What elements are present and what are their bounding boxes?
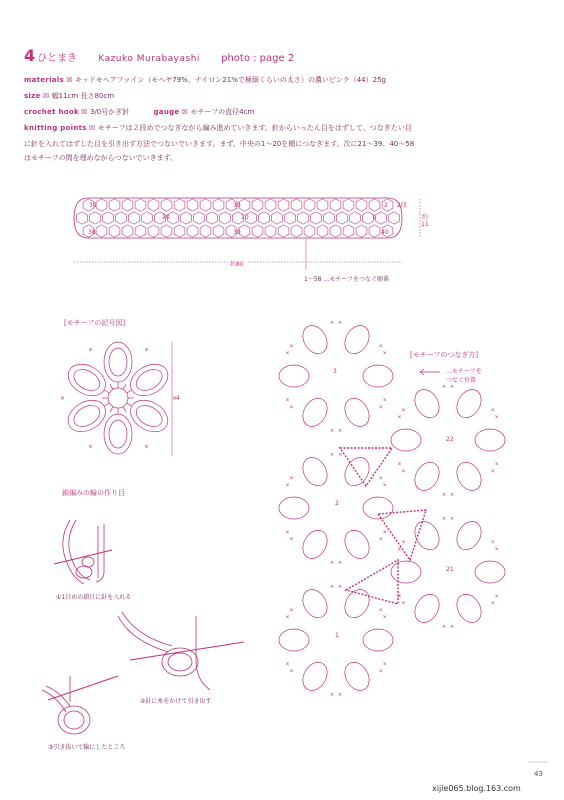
join-chain-mark: × <box>397 461 402 468</box>
hook-gauge-line: crochet hook ☒ 3/0号かぎ針 gauge ☒ モチーフの直径4cm <box>24 108 255 116</box>
pattern-number: 4 <box>24 46 36 65</box>
join-chain-mark: × <box>401 600 406 607</box>
strip-hex-cell <box>356 199 367 211</box>
join-chain-mark: × <box>490 407 495 414</box>
join-petal <box>340 658 374 695</box>
strip-hex-cell <box>343 199 354 211</box>
join-chain-mark: × <box>490 468 495 475</box>
knitting-points-line: knitting points ☒ モチーフは２段めでつなぎながら編み進めていきます。針からいったん目をはずして、つなぎたい目 <box>24 124 412 132</box>
strip-hex-cell <box>369 199 380 211</box>
motif-stitch <box>110 407 113 412</box>
strip-hex-cell <box>200 199 211 211</box>
join-petal <box>298 526 332 563</box>
strip-hex-cell <box>278 199 289 211</box>
join-petal <box>449 384 486 422</box>
strip-hex-cell <box>109 225 120 237</box>
size-line: size ☒ 幅11cm 長さ80cm <box>24 92 115 100</box>
join-chain-mark: × <box>330 691 335 698</box>
motif-petal-inner <box>70 365 103 395</box>
strip-hex-cell <box>135 225 146 237</box>
motif-height-label: 4 <box>176 395 180 402</box>
strip-label-38: 38 <box>88 229 96 236</box>
join-chain-mark: × <box>337 691 343 698</box>
knitting-points-line-3: はモチーフの間を埋めながらつないでいきます。 <box>24 154 178 162</box>
join-chain-mark: × <box>330 427 335 434</box>
join-chain-mark: × <box>285 397 290 404</box>
join-petal <box>475 561 505 583</box>
join-chain-mark: × <box>442 491 447 498</box>
pattern-title: ひとまき <box>37 53 78 64</box>
strip-hex-cell <box>376 212 387 224</box>
strip-hex-cell <box>142 212 153 224</box>
join-chain-mark: × <box>382 350 387 357</box>
join-petal <box>410 458 444 495</box>
join-chain-mark: × <box>494 414 499 421</box>
join-motif-1: 1 <box>335 632 339 639</box>
strip-hex-cell <box>311 212 322 224</box>
strip-hex-cell <box>389 212 400 224</box>
join-motif-2: 2 <box>335 500 339 507</box>
strip-hex-cell <box>304 199 315 211</box>
strip-hex-cell <box>220 212 231 224</box>
join-chain-mark: × <box>449 623 455 630</box>
join-petal <box>391 561 421 583</box>
join-chain-mark: × <box>337 452 343 459</box>
join-chain-mark: × <box>337 320 343 327</box>
strip-hex-cell <box>187 199 198 211</box>
join-chain-mark: × <box>289 536 294 543</box>
join-chain-mark: × <box>401 539 406 546</box>
join-chain-mark: × <box>442 516 447 523</box>
strip-label-30-bottom: 30 <box>233 229 241 236</box>
motif-chain-mark: × <box>88 443 94 451</box>
join-petal <box>279 365 309 387</box>
strip-hex-cell <box>213 199 224 211</box>
join-chain-mark: × <box>378 536 383 543</box>
join-petal <box>340 394 374 431</box>
join-motif-3: 3 <box>333 368 337 375</box>
join-chain-mark: × <box>382 482 387 489</box>
join-triangles <box>337 448 426 607</box>
strip-hex-cell <box>330 199 341 211</box>
join-petal <box>452 458 486 495</box>
join-chain-mark: × <box>442 384 447 391</box>
materials-line: materials ☒ キッドモヘアファイン（モヘヤ79%、ナイロン21%で極細くらいの太さ）の濃いピンク（44）25g <box>24 76 386 84</box>
join-legend-arrow <box>420 369 440 375</box>
strip-hex-cell <box>350 212 361 224</box>
join-chain-mark: × <box>378 668 383 675</box>
motif-stitch <box>104 403 109 406</box>
join-petal <box>279 497 309 519</box>
strip-hex-cell <box>356 225 367 237</box>
join-chain-mark: × <box>494 461 499 468</box>
join-chain-mark: × <box>397 593 402 600</box>
motif-stitch <box>104 390 109 393</box>
strip-hex-cell <box>174 225 185 237</box>
strip-hex-cell <box>278 225 289 237</box>
join-petal <box>363 497 393 519</box>
motif-petal-inner <box>133 365 166 395</box>
join-chain-mark: × <box>382 529 387 536</box>
join-chain-mark: × <box>289 668 294 675</box>
join-chain-mark: × <box>490 600 495 607</box>
join-chain-mark: × <box>337 559 343 566</box>
join-petal <box>410 590 444 627</box>
strip-hex-cell <box>148 225 159 237</box>
motif-chain-mark: × <box>172 395 178 402</box>
join-petal <box>340 526 374 563</box>
join-chain-mark: × <box>337 427 343 434</box>
strip-hex-cell <box>96 199 107 211</box>
strip-hex-cell <box>213 225 224 237</box>
join-chain-mark: × <box>494 593 499 600</box>
photo-ref: photo : page 2 <box>221 53 295 64</box>
join-chain-mark: × <box>378 607 383 614</box>
join-petal <box>449 516 486 554</box>
join-chain-mark: × <box>337 584 343 591</box>
strip-hex-cell <box>187 225 198 237</box>
join-petal <box>363 629 393 651</box>
strip-hex-cell <box>324 212 335 224</box>
join-petal <box>298 394 332 431</box>
join-chain-mark: × <box>401 468 406 475</box>
step-2-caption: ②針に糸をかけて引き出す <box>140 698 212 705</box>
strip-label-2: 2 <box>384 202 388 209</box>
strip-hex-cell <box>116 212 127 224</box>
strip-hex-cell <box>272 212 283 224</box>
join-chain-mark: × <box>378 343 383 350</box>
chain-ring-illustration-3 <box>42 676 118 734</box>
strip-hex-cell <box>207 212 218 224</box>
strip-hex-cell <box>343 225 354 237</box>
join-petal <box>391 429 421 451</box>
join-petal <box>363 365 393 387</box>
strip-hex-cell <box>161 225 172 237</box>
strip-order-note: 1〜58 …モチーフをつなぐ順番 <box>304 276 390 283</box>
strip-hex-cell <box>317 199 328 211</box>
page-number: 43 <box>534 770 543 778</box>
strip-hex-cell <box>252 225 263 237</box>
join-chain-mark: × <box>285 482 290 489</box>
strip-hex-cell <box>291 199 302 211</box>
strip-hex-cell <box>285 212 296 224</box>
motif-center-ring <box>108 388 128 408</box>
join-petal <box>298 658 332 695</box>
strip-hex-cell <box>317 225 328 237</box>
join-legend-2: つなぐ位置 <box>446 377 477 384</box>
join-petal <box>410 384 447 422</box>
strip-hex-cell <box>77 212 88 224</box>
motif-petal-inner <box>109 348 127 376</box>
knitting-points-line-2: に針を入れてはずした目を引き出す方法でつないでいきます。まず、中央の1〜20を順につなぎます。次に21〜39、40〜58 <box>24 140 415 148</box>
strip-hex-cell <box>369 225 380 237</box>
strip-width-label: 約 <box>422 214 429 221</box>
motif-petal-inner <box>70 401 103 431</box>
join-chain-mark: × <box>382 397 387 404</box>
strip-label-40: 40 <box>381 229 389 236</box>
motif-chain-mark: × <box>60 395 66 402</box>
strip-hex-cell <box>109 199 120 211</box>
strip-hex-cell <box>174 199 185 211</box>
strip-hex-cell <box>304 225 315 237</box>
strip-hex-cell <box>129 212 140 224</box>
join-motif-22: 22 <box>446 436 454 443</box>
join-chain-mark: × <box>289 607 294 614</box>
join-chain-mark: × <box>397 546 402 553</box>
strip-label-1: 1 <box>372 214 376 221</box>
join-chain-mark: × <box>285 350 290 357</box>
join-petal <box>475 429 505 451</box>
chain-ring-illustration-1 <box>54 520 112 584</box>
join-petal <box>452 590 486 627</box>
motif-stitch <box>123 384 126 389</box>
motif-chain-mark: × <box>144 346 150 354</box>
join-petal <box>337 452 374 490</box>
join-chain-mark: × <box>378 404 383 411</box>
join-chain-mark: × <box>401 407 406 414</box>
join-motif-21: 21 <box>446 566 454 573</box>
strip-hex-cell <box>194 212 205 224</box>
join-chain-mark: × <box>490 539 495 546</box>
strip-rows-label: 2段 <box>397 202 407 209</box>
motif-stitch <box>123 407 126 412</box>
join-petal <box>337 320 374 358</box>
strip-hex-cell <box>330 225 341 237</box>
strip-length-label: 約80 <box>230 261 244 268</box>
step-1-caption: ①1目めの鎖目に針を入れる <box>56 594 132 601</box>
motif-stitch <box>127 390 132 393</box>
join-chain-mark: × <box>330 320 335 327</box>
strip-hex-cell <box>161 199 172 211</box>
join-chain-mark: × <box>449 491 455 498</box>
join-chain-mark: × <box>382 614 387 621</box>
step-3-caption: ③引き抜いて輪にしたところ <box>48 744 126 751</box>
strip-hex-cell <box>265 199 276 211</box>
strip-hex-cell <box>122 199 133 211</box>
strip-hex-cell <box>90 212 101 224</box>
join-chain-mark: × <box>330 452 335 459</box>
chain-section-title: 鎖編みの輪の作り目 <box>62 489 125 497</box>
motif-chain-mark: × <box>88 346 94 354</box>
motif-chain-mark: × <box>144 443 150 451</box>
strip-hex-cell <box>122 225 133 237</box>
join-chain-mark: × <box>449 516 455 523</box>
join-petal <box>298 452 335 490</box>
strip-hex-cell <box>298 212 309 224</box>
motif-stitch <box>127 403 132 406</box>
motif-symbol-diagram <box>60 342 177 454</box>
author-name: Kazuko Murabayashi <box>98 54 200 64</box>
join-chain-mark: × <box>289 475 294 482</box>
strip-hex-cell <box>181 212 192 224</box>
motif-petal-inner <box>109 420 127 448</box>
join-chain-mark: × <box>289 404 294 411</box>
join-petal <box>298 584 335 622</box>
watermark-url: xijie065.blog.163.com <box>432 784 521 793</box>
join-legend-1: …モチーフを <box>446 368 482 375</box>
strip-label-20: 20 <box>162 214 170 221</box>
join-chain-mark: × <box>449 384 455 391</box>
strip-label-10: 10 <box>241 214 249 221</box>
join-chain-mark: × <box>382 661 387 668</box>
motif-title: [モチーフの記号図] <box>64 319 126 327</box>
strip-hex-cell <box>252 199 263 211</box>
join-chain-mark: × <box>285 529 290 536</box>
join-chain-mark: × <box>289 343 294 350</box>
join-chain-mark: × <box>285 661 290 668</box>
join-chain-mark: × <box>330 559 335 566</box>
strip-hex-cell <box>265 225 276 237</box>
strip-hex-cell <box>200 225 211 237</box>
join-chain-mark: × <box>494 546 499 553</box>
join-chain-mark: × <box>442 623 447 630</box>
join-chain-mark: × <box>285 614 290 621</box>
strip-hex-cell <box>135 199 146 211</box>
join-petal <box>298 320 335 358</box>
motif-stitch <box>110 384 113 389</box>
strip-label-30-top: 30 <box>233 202 241 209</box>
join-chain-mark: × <box>378 475 383 482</box>
strip-label-39: 39 <box>89 202 97 209</box>
motif-petal-inner <box>133 401 166 431</box>
join-petal <box>279 629 309 651</box>
strip-width-value: 11 <box>421 221 429 228</box>
join-chain-mark: × <box>397 414 402 421</box>
strip-hex-cell <box>103 212 114 224</box>
join-title: [モチーフのつなぎ方] <box>410 351 479 359</box>
join-petal <box>410 516 447 554</box>
strip-hex-cell <box>148 199 159 211</box>
strip-hex-cell <box>337 212 348 224</box>
join-chain-mark: × <box>330 584 335 591</box>
strip-hex-cell <box>259 212 270 224</box>
strip-hex-cell <box>291 225 302 237</box>
chain-ring-illustration-2 <box>118 612 244 690</box>
strip-hex-cell <box>96 225 107 237</box>
join-petal <box>337 584 374 622</box>
